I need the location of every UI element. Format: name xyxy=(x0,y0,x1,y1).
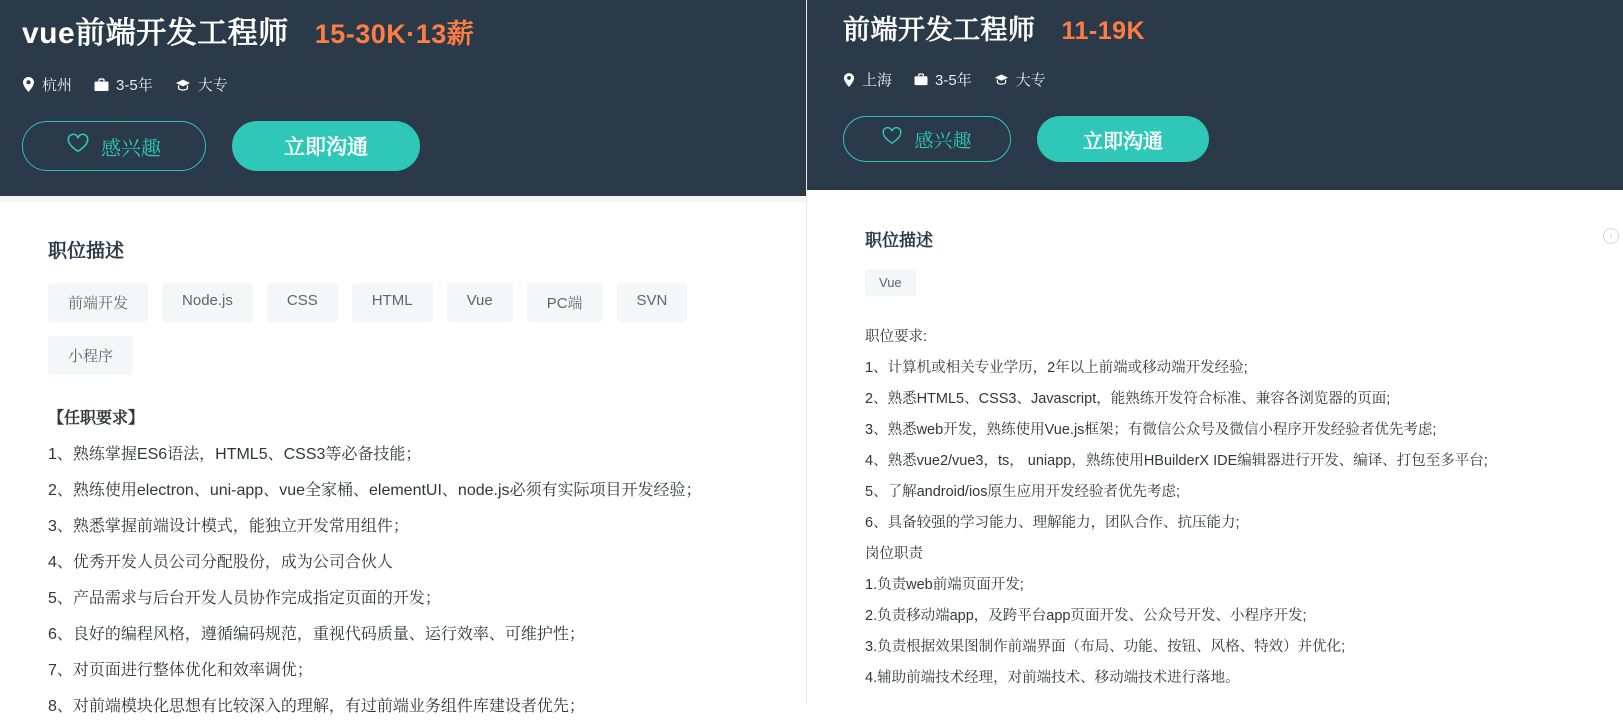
description-line: 2、熟练使用electron、uni-app、vue全家桶、elementUI、node.js必须有实际项目开发经验； xyxy=(48,482,702,499)
interest-button[interactable] xyxy=(22,121,206,171)
meta-location-label: 杭州 xyxy=(42,77,73,94)
chevron-right-icon[interactable]: › xyxy=(1603,228,1619,244)
page-title: 前端开发工程师 xyxy=(843,15,1036,45)
chat-now-button-label: 立即沟通 xyxy=(284,136,368,159)
heart-icon xyxy=(882,127,902,151)
chat-now-button-label: 立即沟通 xyxy=(1083,130,1163,153)
heart-icon xyxy=(67,134,89,159)
skill-tag[interactable]: 前端开发 xyxy=(48,283,148,322)
meta-education-label: 大专 xyxy=(197,77,228,94)
action-button-row xyxy=(843,116,1595,162)
job-meta-row xyxy=(22,74,778,95)
description-line: 【任职要求】 xyxy=(48,410,145,427)
job-card-left xyxy=(0,0,807,715)
salary-label: 15-30K·13薪 xyxy=(314,19,475,49)
title-row xyxy=(22,8,778,52)
description-line: 5、产品需求与后台开发人员协作完成指定页面的开发； xyxy=(48,590,441,607)
description-line: 7、对页面进行整体优化和效率调优； xyxy=(48,662,313,679)
skill-tag-list xyxy=(48,283,776,375)
chat-now-button[interactable] xyxy=(232,121,420,171)
skill-tag-list xyxy=(865,269,1593,296)
page-title: vue前端开发工程师 xyxy=(22,17,289,50)
description-line: 5、了解android/ios原生应用开发经验者优先考虑; xyxy=(865,484,1181,500)
meta-education xyxy=(175,74,228,95)
skill-tag[interactable]: CSS xyxy=(267,283,338,322)
description-line: 4、优秀开发人员公司分配股份，成为公司合伙人 xyxy=(48,554,393,571)
description-line: 6、具备较强的学习能力、理解能力，团队合作、抗压能力; xyxy=(865,515,1240,531)
skill-tag[interactable]: SVN xyxy=(617,283,688,322)
briefcase-icon xyxy=(914,73,928,86)
meta-experience xyxy=(94,74,153,95)
description-line: 职位要求: xyxy=(865,329,928,345)
description-line: 1.负责web前端页面开发; xyxy=(865,577,1024,593)
description-line: 8、对前端模块化思想有比较深入的理解，有过前端业务组件库建设者优先； xyxy=(48,698,585,715)
job-description-text xyxy=(865,322,1593,694)
job-meta-row xyxy=(843,69,1595,90)
chat-now-button[interactable] xyxy=(1037,116,1209,162)
interest-button-label: 感兴趣 xyxy=(914,130,972,152)
meta-location xyxy=(843,69,892,90)
description-line: 3、熟悉掌握前端设计模式，能独立开发常用组件； xyxy=(48,518,409,535)
skill-tag[interactable]: PC端 xyxy=(527,283,603,322)
job-header-left xyxy=(0,0,806,196)
skill-tag[interactable]: 小程序 xyxy=(48,336,133,375)
skill-tag[interactable]: Vue xyxy=(865,269,916,296)
graduation-cap-icon xyxy=(994,73,1009,86)
description-line: 1、计算机或相关专业学历，2年以上前端或移动端开发经验; xyxy=(865,360,1248,376)
meta-experience xyxy=(914,69,972,90)
skill-tag[interactable]: Vue xyxy=(447,283,513,322)
description-line: 3.负责根据效果图制作前端界面（布局、功能、按钮、风格、特效）并优化; xyxy=(865,639,1346,655)
job-description-section-left xyxy=(0,196,806,725)
meta-location-label: 上海 xyxy=(862,72,893,89)
salary-label: 11-19K xyxy=(1061,17,1146,45)
job-description-section-right xyxy=(807,190,1623,694)
location-pin-icon xyxy=(22,77,35,92)
section-title: 职位描述 xyxy=(865,231,933,250)
description-line: 1、熟练掌握ES6语法，HTML5、CSS3等必备技能； xyxy=(48,446,422,463)
description-line: 岗位职责 xyxy=(865,546,923,562)
graduation-cap-icon xyxy=(175,78,191,92)
briefcase-icon xyxy=(94,78,109,92)
description-line: 2.负责移动端app，及跨平台app页面开发、公众号开发、小程序开发; xyxy=(865,608,1307,624)
job-description-text xyxy=(48,401,776,725)
description-line: 3、熟悉web开发，熟练使用Vue.js框架；有微信公众号及微信小程序开发经验者优先考虑; xyxy=(865,422,1437,438)
meta-education xyxy=(994,69,1046,90)
job-header-right xyxy=(807,0,1623,190)
description-line: 4.辅助前端技术经理，对前端技术、移动端技术进行落地。 xyxy=(865,670,1240,686)
section-title: 职位描述 xyxy=(48,241,125,262)
description-line: 2、熟悉HTML5、CSS3、Javascript，能熟练开发符合标准、兼容各浏览器的页面; xyxy=(865,391,1391,407)
meta-location xyxy=(22,74,72,95)
meta-experience-label: 3-5年 xyxy=(935,72,972,89)
description-line: 6、良好的编程风格，遵循编码规范，重视代码质量、运行效率、可维护性； xyxy=(48,626,585,643)
skill-tag[interactable]: Node.js xyxy=(162,283,253,322)
interest-button[interactable] xyxy=(843,116,1011,162)
location-pin-icon xyxy=(843,73,855,87)
meta-education-label: 大专 xyxy=(1015,72,1046,89)
job-card-right xyxy=(807,0,1623,704)
description-line: 4、熟悉vue2/vue3，ts， uniapp，熟练使用HBuilderX IDE编辑器进行开发、编译、打包至多平台; xyxy=(865,453,1488,469)
title-row xyxy=(843,8,1595,47)
action-button-row xyxy=(22,121,778,171)
meta-experience-label: 3-5年 xyxy=(116,77,153,94)
interest-button-label: 感兴趣 xyxy=(101,137,161,160)
skill-tag[interactable]: HTML xyxy=(352,283,433,322)
